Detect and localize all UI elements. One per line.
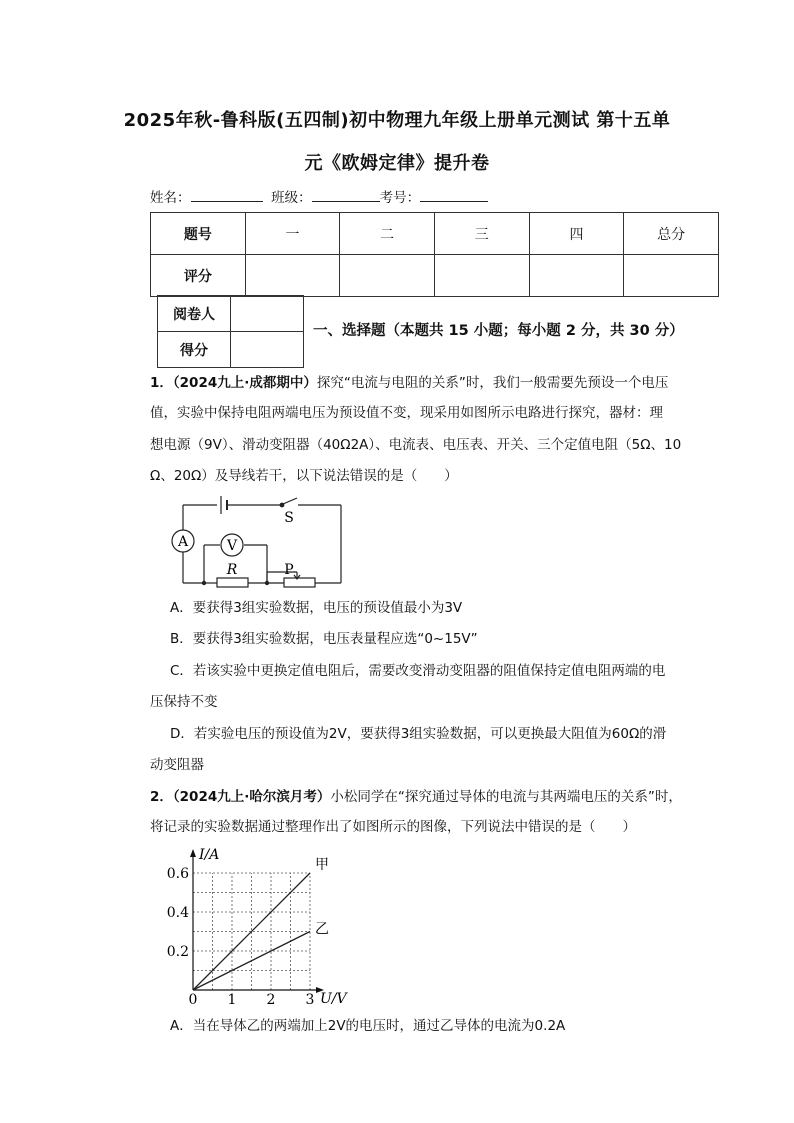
question1-option-b[interactable]: B．要获得3组实验数据，电压表量程应选“0~15V” (170, 631, 478, 647)
page-title-line2: 元《欧姆定律》提升卷 (304, 153, 490, 174)
circuit-diagram (165, 492, 350, 588)
grader-score-label: 得分 (158, 332, 231, 368)
reviewer-input[interactable] (231, 296, 304, 332)
question1-number: 1． (150, 375, 173, 391)
score-input-total[interactable] (624, 255, 719, 297)
question1-option-c-line1[interactable]: C．若该实验中更换定值电阻后，需要改变滑动变阻器的阻值保持定值电阻两端的电 (170, 663, 666, 679)
question1-line1 (150, 368, 720, 399)
rheostat-symbol (284, 578, 315, 587)
exam-no-label: 考号： (379, 190, 421, 206)
x-tick-label: 2 (266, 992, 276, 1008)
question1-line2: 值，实验中保持电阻两端电压为预设值不变，现采用如图所示电路进行探究，器材：理 (150, 405, 663, 421)
score-cell-total: 总分 (624, 213, 719, 255)
name-label: 姓名： (150, 190, 191, 206)
question1-line3: 想电源（9V）、滑动变阻器（40Ω2A）、电流表、电压表、开关、三个定值电阻（5Ω、10 (150, 437, 682, 453)
score-table-header-row (151, 213, 719, 255)
question1-option-a[interactable]: A．要获得3组实验数据，电压的预设值最小为3V (170, 600, 463, 616)
x-axis-label: U/V (320, 991, 347, 1007)
score-table (150, 212, 719, 297)
series-label-yi: 乙 (315, 921, 329, 938)
score-input-3[interactable] (434, 255, 529, 297)
resistor-r-symbol (217, 578, 248, 587)
question2-text: 小松同学在“探究通过导体的电流与其两端电压的关系”时， (330, 789, 682, 805)
junction-left (202, 581, 206, 585)
slider-label: P (284, 562, 294, 578)
question1-option-c-line2: 压保持不变 (150, 694, 218, 710)
question1-source: （2024九上·成都期中） (172, 375, 317, 391)
y-tick-label: 0.6 (166, 866, 189, 882)
grader-score-input[interactable] (231, 332, 304, 368)
page-title-line1: 2025年秋-鲁科版(五四制)初中物理九年级上册单元测试 第十五单 (123, 110, 671, 131)
question2-line2: 将记录的实验数据通过整理作出了如图所示的图像，下列说法中错误的是（ ） (150, 819, 636, 835)
score-cell-2: 二 (340, 213, 435, 255)
question2-line1 (150, 782, 720, 813)
score-cell-1: 一 (245, 213, 340, 255)
iu-chart (160, 843, 350, 1008)
section-title: 一、选择题（本题共 15 小题；每小题 2 分，共 30 分） (313, 323, 684, 339)
voltmeter-label: V (226, 538, 238, 554)
series-label-jia: 甲 (315, 857, 329, 873)
y-axis-label: I/A (199, 847, 220, 863)
ammeter-label: A (177, 534, 189, 550)
switch-label: S (284, 510, 294, 526)
score-input-1[interactable] (245, 255, 340, 297)
name-blank[interactable] (191, 189, 263, 202)
class-blank[interactable] (312, 189, 380, 202)
x-tick-label: 3 (305, 992, 315, 1008)
question1-option-d-line2: 动变阻器 (150, 757, 204, 773)
score-table-score-row (151, 255, 719, 297)
exam-no-blank[interactable] (420, 189, 488, 202)
score-input-2[interactable] (340, 255, 435, 297)
reviewer-label: 阅卷人 (158, 296, 231, 332)
y-tick-label: 0.2 (166, 944, 189, 960)
resistor-label: R (226, 562, 238, 578)
question1-option-d-line1[interactable]: D．若实验电压的预设值为2V，要获得3组实验数据，可以更换最大阻值为60Ω的滑 (170, 726, 667, 742)
question2-source: （2024九上·哈尔滨月考） (172, 789, 331, 805)
switch-blade (283, 498, 297, 504)
score-cell-4: 四 (529, 213, 624, 255)
score-row-label: 评分 (151, 255, 246, 297)
question2-number: 2． (150, 789, 173, 805)
score-cell-3: 三 (434, 213, 529, 255)
class-label: 班级： (271, 190, 312, 206)
score-cell-label: 题号 (151, 213, 246, 255)
question2-option-a[interactable]: A．当在导体乙的两端加上2V的电压时，通过乙导体的电流为0.2A (170, 1018, 566, 1034)
x-tick-label: 1 (227, 992, 237, 1008)
question1-text: 探究“电流与电阻的关系”时，我们一般需要先预设一个电压 (316, 375, 669, 391)
x-tick-label: 0 (188, 992, 198, 1008)
question1-line4: Ω、20Ω）及导线若干，以下说法错误的是（ ） (150, 468, 458, 484)
y-axis-arrow (190, 849, 196, 857)
student-info (150, 186, 488, 206)
grader-table (157, 295, 304, 368)
junction-right (265, 581, 269, 585)
y-tick-label: 0.4 (166, 905, 189, 921)
score-input-4[interactable] (529, 255, 624, 297)
